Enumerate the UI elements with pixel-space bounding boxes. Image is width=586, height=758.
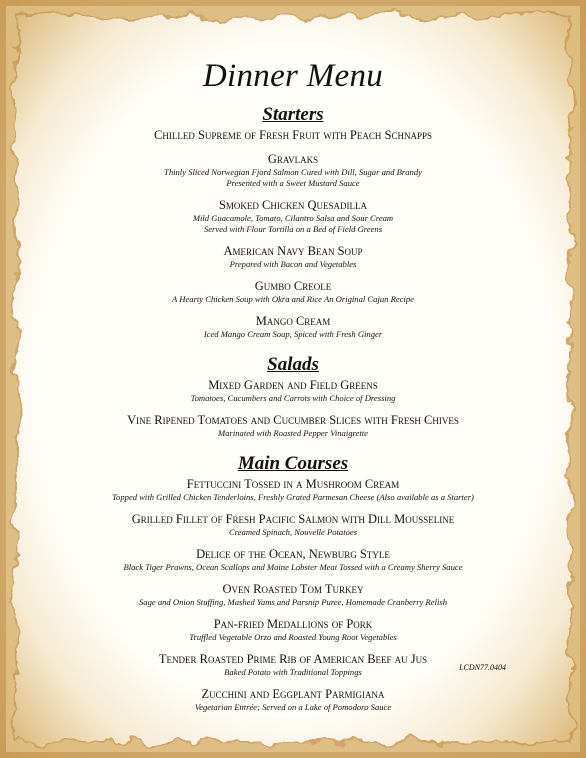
item-description: Vegetarian Entrée; Served on a Lake of Pomodoro Sauce [194,702,392,712]
menu-item [40,547,546,573]
item-description: Thinly Sliced Norwegian Fjord Salmon Cured with Dill, Sugar and Brandy [164,167,422,177]
item-name: Oven Roasted Tom Turkey [222,582,364,596]
section-main-courses [40,453,546,713]
menu-item [40,512,546,538]
menu-item [40,244,546,270]
item-description: Iced Mango Cream Soup, Spiced with Fresh Ginger [203,329,383,339]
item-name: Delice of the Ocean, Newburg Style [196,547,390,561]
item-name: Mango Cream [255,314,331,328]
item-name: Pan-fried Medallions of Pork [213,617,373,631]
section-salads [40,354,546,439]
menu-content [40,56,546,722]
menu-item [40,477,546,503]
item-name: Grilled Fillet of Fresh Pacific Salmon with Dill Mousseline [131,512,455,526]
item-name: Gravlaks [267,152,319,166]
section-title: Main Courses [237,453,349,474]
menu-item [40,378,546,404]
item-description: Truffled Vegetable Orzo and Roasted Young Root Vegetables [189,632,397,642]
menu-item [40,198,546,235]
section-title: Salads [267,354,319,375]
section-title: Starters [262,104,324,125]
menu-item [40,279,546,305]
menu-item [40,152,546,189]
item-name: Tender Roasted Prime Rib of American Beef au Jus [158,652,428,666]
item-description: Presented with a Sweet Mustard Sauce [226,178,360,188]
item-description: Baked Potato with Traditional Toppings [224,667,362,677]
item-description: Creamed Spinach, Nouvelle Potatoes [228,527,358,537]
item-name: Fettuccini Tossed in a Mushroom Cream [186,477,400,491]
item-description: A Hearty Chicken Soup with Okra and Rice An Original Cajun Recipe [172,294,414,304]
item-name: Vine Ripened Tomatoes and Cucumber Slices with Fresh Chives [127,413,459,427]
item-description: Sage and Onion Stuffing, Mashed Yams and Parsnip Puree, Homemade Cranberry Relish [138,597,447,607]
menu-item [40,582,546,608]
menu-item [40,413,546,439]
section-starters [40,104,546,340]
item-description: Topped with Grilled Chicken Tenderloins, Freshly Grated Parmesan Cheese (Also available as a Starter) [112,492,474,502]
menu-code: LCDN77.0404 [459,663,506,672]
menu-item [40,687,546,713]
item-name: American Navy Bean Soup [223,244,363,258]
item-name: Mixed Garden and Field Greens [208,378,378,392]
item-description: Marinated with Roasted Pepper Vinaigrette [218,428,368,438]
item-description: Tomatoes, Cucumbers and Carrots with Choice of Dressing [190,393,396,403]
menu-title: Dinner Menu [202,58,384,94]
item-description: Served with Flour Tortilla on a Bed of Field Greens [203,224,383,234]
menu-item [40,617,546,643]
item-description: Mild Guacamole, Tomato, Cilantro Salsa and Sour Cream [192,213,394,223]
item-name: Smoked Chicken Quesadilla [218,198,368,212]
item-name: Zucchini and Eggplant Parmigiana [201,687,385,701]
item-description: Black Tiger Prawns, Ocean Scallops and Maine Lobster Meat Tossed with a Creamy Sherry Sauce [123,562,463,572]
menu-item [40,128,546,143]
item-name: Chilled Supreme of Fresh Fruit with Peach Schnapps [154,128,432,142]
menu-item [40,314,546,340]
item-description: Prepared with Bacon and Vegetables [229,259,357,269]
item-name: Gumbo Creole [254,279,332,293]
